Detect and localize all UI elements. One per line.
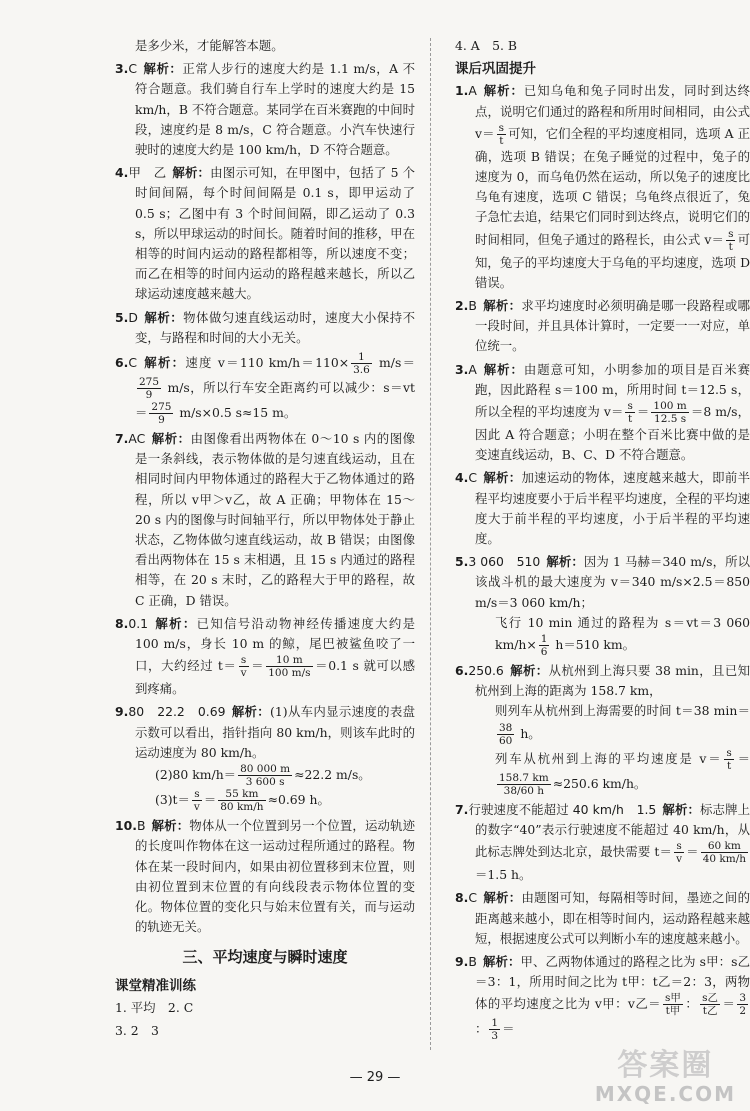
watermark-logo: 答案圈 MXQE.COM	[594, 1048, 736, 1106]
short-answers-row-1: 1. 平均 2. C	[115, 999, 194, 1015]
fraction: $\frac{s}{t}$	[728, 227, 734, 253]
answer-continuation: 是多少米，才能解答本题。	[135, 38, 284, 53]
answer-item-3: 3.A 解析：由题意可知，小明参加的项目是百米赛跑，因此路程 s＝100 m，所用时间 t＝12.5 s，所以全程的平均速度为 v＝ $\frac{s}{t}$ ＝ $\frac{100 m}{12.5 s}$ ＝8 m/s，因此 A 符合题意；小明在整个百米比赛中做的是变速直线运动，B、C、D 不符合题意。	[455, 361, 750, 463]
fraction: $\frac{38}{60}$	[499, 721, 513, 747]
fraction: $\frac{3}{2}$	[739, 992, 746, 1018]
fraction: $\frac{10 m}{100 m/s}$	[268, 654, 311, 680]
answer-item-7: 7.AC 解析：由图像看出两物体在 0～10 s 内的图像是一条斜线，表示物体做的是匀速直线运动，且在相同时间内甲物体通过的路程大于乙物体通过的路程，所以 v甲＞v乙，故 A 正确；甲物体在 15～20 s 内的图像与时间轴平行，所以甲物体处于静止状态，乙物体做匀速直线运动，故 B 错误；由图像看出两物体在 15 s 末相遇，且 15 s 内通过的路程相等，在 20 s 末时，乙的路程大于甲的路程，故 C 正确，D 错误。	[115, 431, 416, 608]
answer-item-3: 3.C 解析：正常人步行的速度大约是 1.1 m/s，A 不符合题意。我们骑自行车上学时的速度大约是 15 km/h，B 不符合题意。某同学在百米赛跑的中间时段，速度约是 8 m/s，C 符合题意。小汽车快速行驶时的速度大约是 100 km/h，D 不符合题意。	[115, 61, 415, 158]
short-answers-row-2: 3. 2 3	[115, 1022, 159, 1038]
fraction: $\frac{1}{3.6}$	[353, 351, 370, 377]
answer-item-4: 4.甲 乙 解析：由图示可知，在甲图中，包括了 5 个时间间隔，每个时间间隔是 0.1 s，即甲运动了 0.5 s；乙图中有 3 个时间间隔，即乙运动了 0.3 s，所以甲球运动的时间长。随着时间的推移，甲在相等的时间内运动的路程都相等，所以速度不变；而乙在相等的时间内运动的路程越来越长，所以乙球运动速度越来越大。	[115, 165, 416, 302]
fraction: $\frac{158.7 km}{38/60 h}$	[499, 771, 549, 797]
answer-item-4: 4.C 解析：加速运动的物体，速度越来越大，即前半程平均速度要小于后半程平均速度，全程的平均速度大于前半程的平均速度，小于后半程的平均速度。	[455, 470, 750, 547]
fraction: $\frac{80 000 m}{3 600 s}$	[240, 763, 291, 789]
fraction: $\frac{1}{3}$	[491, 1017, 499, 1043]
short-answers-row-3: 4. A 5. B	[455, 38, 517, 53]
fraction: $\frac{s}{t}$	[498, 121, 504, 147]
answer-item-5: 5.D 解析：物体做匀速直线运动时，速度大小保持不变，与路程和时间的大小无关。	[115, 309, 416, 345]
answer-item-5: 5.3 060 510 解析：因为 1 马赫＝340 m/s，所以该战斗机的最大速度为 v＝340 m/s×2.5＝850 m/s＝3 060 km/h； 飞行 10 min 通过的路程为 s＝vt＝3 060 km/h× $\frac{1}{6}$ h＝510 km。	[455, 554, 750, 659]
subsection-title: 课后巩固提升	[455, 61, 536, 78]
fraction: $\frac{s}{t}$	[726, 746, 732, 772]
answer-item-6-part-3: 列车从杭州到上海的平均速度是 v＝ $\frac{s}{t}$ ＝ $\frac{158.7 km}{38/60 h}$ ≈250.6 km/h。	[495, 746, 750, 797]
page-number: — 29 —	[349, 1070, 401, 1085]
fraction: $\frac{s}{v}$	[193, 788, 200, 814]
fraction: $\frac{\text{s乙}}{\text{t乙}}$	[702, 992, 719, 1018]
subsection-title: 课堂精准训练	[115, 977, 196, 994]
fraction: $\frac{275}{9}$	[151, 401, 172, 427]
answer-item-2: 2.B 解析：求平均速度时必须明确是哪一段路程或哪一段时间，并且具体计算时，一定要一一对应，单位统一。	[455, 298, 750, 354]
answer-item-8: 8.C 解析：由题图可知，每隔相等时间，墨迹之间的距离越来越小，即在相等时间内，运动路程越来越短，根据速度公式可以判断小车的速度越来越小。	[455, 890, 750, 946]
answer-item-10: 10.B 解析：物体从一个位置到另一个位置，运动轨迹的长度叫作物体在这一运动过程所通过的路程。物体在某一段时间内，如果由初位置移到末位置，则由初位置到末位置的有向线段表示物体位置的变化。物体位置的变化只与始末位置有关，而与运动的轨迹无关。	[115, 818, 416, 935]
section-title: 三、平均速度与瞬时速度	[182, 948, 348, 967]
answer-item-6-part-2: 则列车从杭州到上海需要的时间 t＝38 min＝ $\frac{38}{60}$ h。	[495, 703, 750, 747]
answer-item-5-part-2: 飞行 10 min 通过的路程为 s＝vt＝3 060 km/h× $\frac{1}{6}$ h＝510 km。	[495, 614, 750, 659]
fraction: $\frac{55 km}{80 km/h}$	[220, 788, 264, 814]
right-column	[455, 36, 750, 1045]
fraction: $\frac{\text{s甲}}{\text{t甲}}$	[665, 992, 681, 1018]
fraction: $\frac{100 m}{12.5 s}$	[653, 400, 687, 426]
answer-item-6: 6.250.6 解析：从杭州到上海只要 38 min，且已知杭州到上海的距离为 158.7 km， 则列车从杭州到上海需要的时间 t＝38 min＝ $\frac{38}{60}$ h。 列车从杭州到上海的平均速度是 v＝ $\frac{s}{t}$ ＝ $\frac{158.7 km}{38/60 h}$ ≈250.6 km/h。	[455, 663, 750, 797]
answer-item-9-part-3: (3)t＝ $\frac{s}{v}$ ＝ $\frac{55 km}{80 km/h}$ ≈0.69 h。	[155, 788, 330, 814]
answer-item-7: 7.行驶速度不能超过 40 km/h 1.5 解析：标志牌上的数字“40”表示行驶速度不能超过 40 km/h，从此标志牌处到达北京，最快需要 t＝ $\frac{s}{v}$ ＝ $\frac{60 km}{40 km/h}$ ＝1.5 h。	[455, 801, 750, 883]
answer-item-6: 6.C 解析：速度 v＝110 km/h＝110× $\frac{1}{3.6}$ m/s＝ $\frac{275}{9}$ m/s，所以行车安全距离约可以减少：s＝vt＝ $\frac{275}{9}$ m/s×0.5 s≈15 m。	[115, 351, 415, 427]
answer-item-9-part-2: (2)80 km/h＝ $\frac{80 000 m}{3 600 s}$ ≈22.2 m/s。	[155, 763, 371, 789]
answer-item-9: 9.B 解析：甲、乙两物体通过的路程之比为 s甲：s乙＝3：1，所用时间之比为 t甲：t乙＝2：3，两物体的平均速度之比为 v甲：v乙＝ $\frac{\text{s甲}}{\text{t甲}}$ ： $\frac{\text{s乙}}{\text{t乙}}$ ＝ $\frac{3}{2}$ ： $\frac{1}{3}$ ＝	[455, 953, 750, 1043]
column-divider	[430, 38, 431, 1050]
fraction: $\frac{1}{6}$	[540, 633, 548, 659]
fraction: $\frac{275}{9}$	[139, 376, 160, 402]
left-column	[115, 36, 415, 1044]
fraction: $\frac{s}{v}$	[676, 840, 683, 866]
fraction: $\frac{s}{t}$	[627, 400, 633, 426]
fraction: $\frac{s}{v}$	[240, 654, 247, 680]
answer-item-8: 8.0.1 解析：已知信号沿动物神经传播速度大约是 100 m/s，身长 10 m 的鲸，尾巴被鲨鱼咬了一口，大约经过 t＝ $\frac{s}{v}$ ＝ $\frac{10 m}{100 m/s}$ ＝0.1 s 就可以感到疼痛。	[115, 615, 416, 697]
fraction: $\frac{60 km}{40 km/h}$	[702, 840, 747, 866]
answer-item-9: 9.80 22.2 0.69 解析：(1)从车内显示速度的表盘示数可以看出，指针指向 80 km/h，则该车此时的运动速度为 80 km/h。 (2)80 km/h＝ $\frac{80 000 m}{3 600 s}$ ≈22.2 m/s。 (3)t＝ $\frac{s}{v}$ ＝ $\frac{55 km}{80 km/h}$ ≈0.69 h。	[115, 704, 415, 814]
answer-item-1: 1.A 解析：已知乌龟和兔子同时出发，同时到达终点，说明它们通过的路程和所用时间相同，由公式 v＝ $\frac{s}{t}$ 可知，它们全程的平均速度相同，选项 A 正确，选项 B 错误；在兔子睡觉的过程中，兔子的速度为 0，而乌龟仍然在运动，所以兔子的速度比乌龟有速度，选项 C 错误；乌龟终点很近了，兔子急忙去追，结果它们同时到达终点，说明它们的时间相同，但兔子通过的路程长，由公式 v＝ $\frac{s}{t}$ 可知，兔子的平均速度大于乌龟的平均速度，选项 D 错误。	[455, 83, 750, 290]
